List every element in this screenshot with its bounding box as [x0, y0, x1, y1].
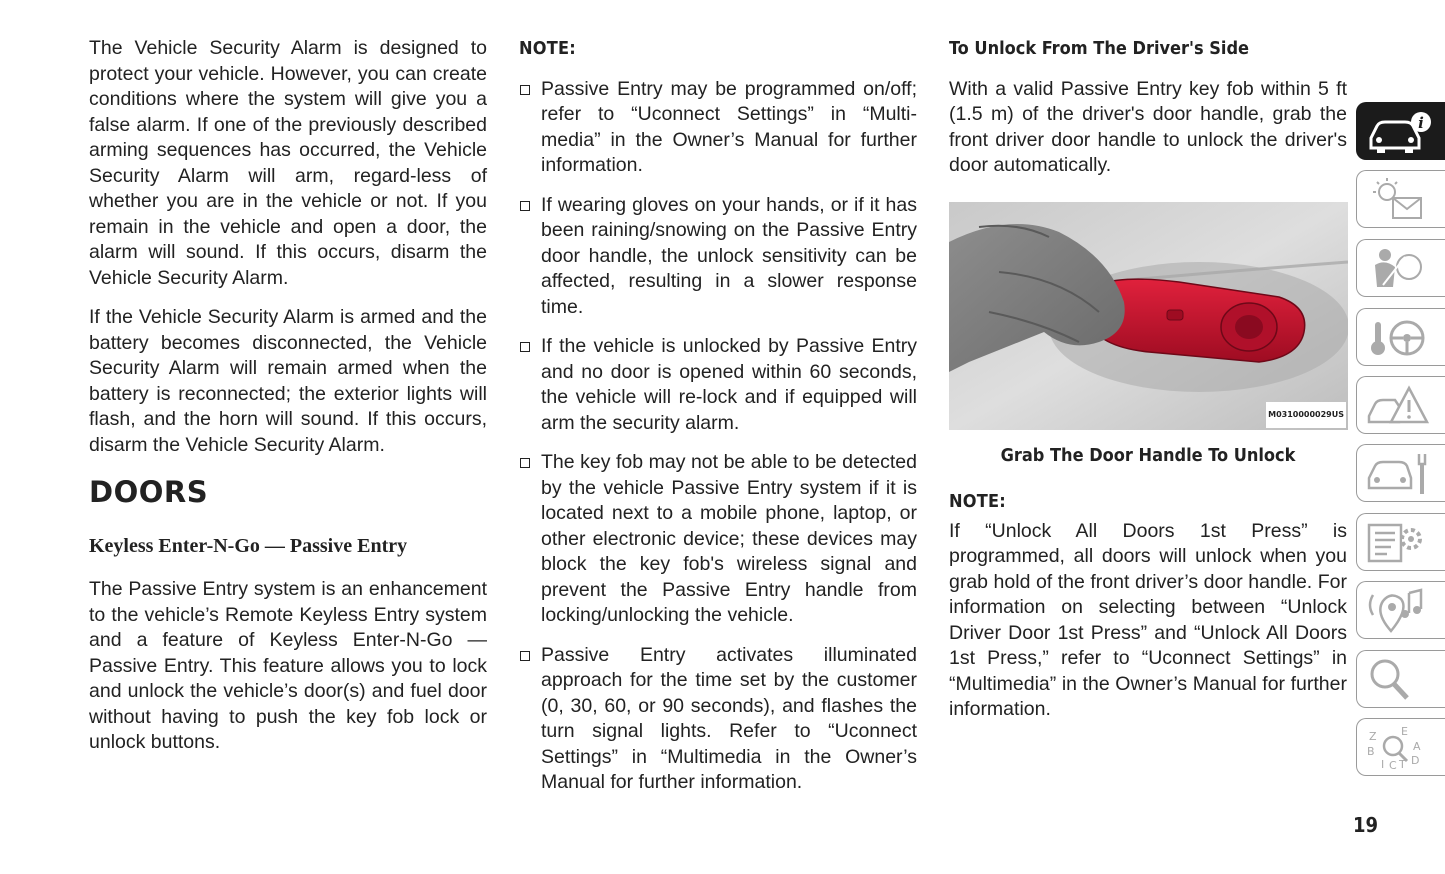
svg-text:Z: Z: [1369, 730, 1377, 743]
list-item: If the vehicle is unlocked by Passive Entry and no door is opened within 60 seconds, the vehicle will re-lock and if equipped will arm the security alarm.: [519, 334, 917, 436]
paragraph-alarm-false: The Vehicle Security Alarm is designed to protect your vehicle. However, you can create conditions where the system will give you a false alarm. If one of the previously described arming sequences has occurred, the Vehicle Security Alarm will arm, regard-less of whether you are in the vehicle or not. If you remain in the vehicle and open a door, the alarm will sound. If this occurs, disarm the Vehicle Security Alarm.: [89, 37, 487, 289]
figure-code: M0310000029US: [1266, 402, 1346, 428]
tab-servicing[interactable]: [1356, 444, 1445, 502]
svg-text:D: D: [1411, 754, 1420, 767]
tab-starting-operating[interactable]: [1356, 308, 1445, 366]
paragraph-alarm-battery: If the Vehicle Security Alarm is armed and the battery becomes disconnected, the Vehicle Security Alarm will remain armed when the battery is reconnected; the exterior lights will flash, and the horn will sound. If this occurs, disarm the Vehicle Security Alarm.: [89, 306, 487, 456]
customer-assistance-icon: [1365, 656, 1435, 704]
safety-airbag-icon: [1365, 245, 1435, 293]
note-label: NOTE:: [519, 38, 576, 59]
tab-vehicle-info[interactable]: [1356, 102, 1445, 160]
door-handle-figure: [949, 202, 1348, 430]
multimedia-icon: [1365, 587, 1435, 635]
svg-text:E: E: [1401, 725, 1408, 738]
tab-index[interactable]: [1356, 718, 1445, 776]
tab-technical-specs[interactable]: [1356, 513, 1445, 571]
starting-operating-icon: [1365, 314, 1435, 362]
tab-warning-lights[interactable]: [1356, 170, 1445, 228]
figure-caption: Grab The Door Handle To Unlock: [1000, 444, 1296, 466]
list-item: The key fob may not be able to be detected by the vehicle Passive Entry system if it is located next to a mobile phone, laptop, or other electronic device; these devices may block the key fob's wireless signal and prevent the Passive Entry handle from locking/unlocking the vehicle.: [519, 450, 917, 629]
svg-text:B: B: [1367, 745, 1375, 758]
list-item: Passive Entry may be programmed on/off; refer to “Uconnect Settings” in “Multi-media” in the Owner’s Manual for further information.: [519, 77, 917, 179]
tab-multimedia[interactable]: [1356, 581, 1445, 639]
tab-safety[interactable]: [1356, 239, 1445, 297]
note-text: If “Unlock All Doors 1st Press” is programmed, all doors will unlock when you grab hold of the front driver’s door handle. For information on selecting between “Unlock Driver Door 1st Press” and “Unlock All Doors 1st Press,” refer to “Uconnect Settings” in “Multimedia” in the Owner’s Manual for further information.: [949, 519, 1347, 720]
warning-lights-messages-icon: [1365, 176, 1435, 224]
svg-text:C: C: [1389, 759, 1397, 772]
note-bullet-list: [519, 77, 917, 796]
column-right: [949, 36, 1347, 737]
paragraph-passive-entry: The Passive Entry system is an enhancement to the vehicle’s Remote Keyless Entry system and a feature of Keyless Enter-N-Go — Passive Entry. This feature allows you to lock and unlock the vehicle’s door(s) and fuel door without having to push the key fob lock or unlock buttons.: [89, 578, 487, 753]
subheading-keyless-entry: Keyless Enter-N-Go — Passive Entry: [89, 534, 408, 557]
paragraph-unlock-driver-side: With a valid Passive Entry key fob within 5 ft (1.5 m) of the driver's door handle, grab the front driver door handle to unlock the driver's door automatically.: [949, 77, 1347, 176]
column-middle: [519, 36, 917, 810]
section-heading-doors: DOORS: [89, 475, 209, 509]
page-number: 19: [1352, 813, 1378, 837]
list-item: If wearing gloves on your hands, or if it has been raining/snowing on the Passive Entry door handle, the unlock sensitivity can be affected, resulting in a slower response time.: [519, 193, 917, 321]
note-block: [949, 489, 1347, 723]
svg-text:T: T: [1399, 758, 1406, 771]
svg-text:I: I: [1381, 758, 1385, 771]
tab-customer-assistance[interactable]: [1356, 650, 1445, 708]
index-icon: [1365, 724, 1435, 772]
svg-text:i: i: [1418, 114, 1424, 132]
note-label: NOTE:: [949, 491, 1006, 512]
list-item: Passive Entry activates illuminated approach for the time set by the customer (0, 30, 60, or 90 seconds), and flashes the turn signal lights. Refer to “Uconnect Settings” in “Multimedia in the Owner’s Manual for further information.: [519, 643, 917, 796]
column-left: [89, 36, 487, 770]
car-info-icon: [1365, 108, 1435, 156]
heading-unlock-driver-side: To Unlock From The Driver's Side: [949, 38, 1250, 59]
svg-text:A: A: [1413, 740, 1421, 753]
in-case-of-emergency-icon: [1365, 382, 1435, 430]
door-handle-illustration: [949, 202, 1348, 430]
technical-specifications-icon: [1365, 519, 1435, 567]
tab-emergency[interactable]: [1356, 376, 1445, 434]
servicing-maintenance-icon: [1365, 450, 1435, 498]
